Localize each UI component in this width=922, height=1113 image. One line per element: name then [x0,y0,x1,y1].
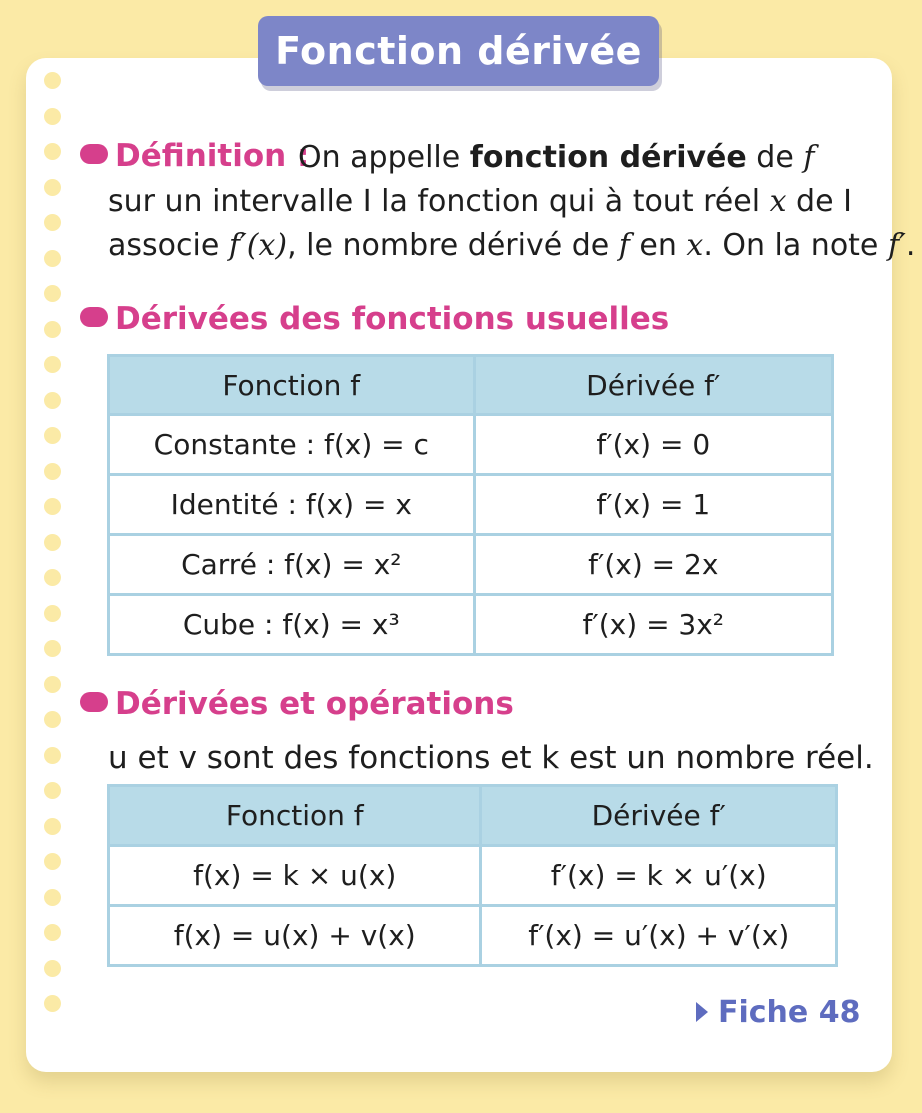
header-derivee: Dérivée f′ [481,786,837,846]
header-derivee: Dérivée f′ [474,356,832,415]
cell-function: Cube : f(x) = x³ [109,595,475,655]
table-row [109,906,837,966]
operations-heading: Dérivées et opérations [115,686,514,722]
table-header-row [109,786,837,846]
usual-heading-row [80,297,669,341]
table-row [109,595,833,655]
term-fonction-derivee: fonction dérivée [469,140,747,175]
usual-derivatives-table [107,354,834,656]
operations-table [107,784,838,967]
operations-intro: u et v sont des fonctions et k est un nombre réel. [108,740,874,776]
table-row [109,415,833,475]
cell-derivative: f′(x) = 0 [474,415,832,475]
page-title: Fonction dérivée [258,16,659,86]
table-row [109,846,837,906]
cell-function: Identité : f(x) = x [109,475,475,535]
fiche-label: Fiche 48 [718,994,861,1030]
cell-function: Constante : f(x) = c [109,415,475,475]
cell-derivative: f′(x) = 3x² [474,595,832,655]
bullet-icon [80,307,108,327]
operations-heading-row [80,682,514,726]
cell-function: f(x) = k × u(x) [109,846,481,906]
cell-derivative: f′(x) = u′(x) + v′(x) [481,906,837,966]
cell-derivative: f′(x) = k × u′(x) [481,846,837,906]
cell-derivative: f′(x) = 2x [474,535,832,595]
header-fonction: Fonction f [109,356,475,415]
fiche-link[interactable] [696,990,860,1034]
table-row [109,475,833,535]
table-row [109,535,833,595]
definition-text: On appelle fonction dérivée de f sur un intervalle I la fonction qui à tout réel x de I associe f′(x), le nombre dérivé de f en x. On la note f′. [108,140,916,263]
bullet-icon [80,692,108,712]
cell-function: Carré : f(x) = x² [109,535,475,595]
definition-heading: Définition : [115,138,310,174]
table-header-row [109,356,833,415]
cell-derivative: f′(x) = 1 [474,475,832,535]
bullet-icon [80,144,108,164]
header-fonction: Fonction f [109,786,481,846]
binder-holes [44,72,62,1031]
cell-function: f(x) = u(x) + v(x) [109,906,481,966]
play-arrow-icon [696,1002,708,1022]
usual-heading: Dérivées des fonctions usuelles [115,301,670,337]
